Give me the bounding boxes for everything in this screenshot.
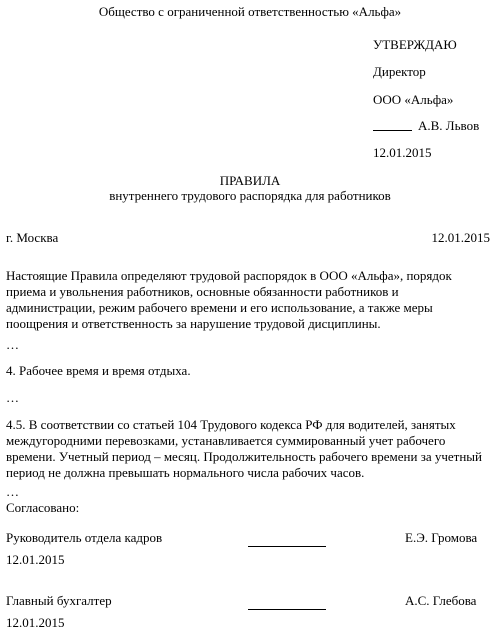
document-city: г. Москва [6,230,59,245]
approval-signature-line [373,130,412,131]
ellipsis: … [6,390,19,405]
document-date: 12.01.2015 [431,230,490,245]
ellipsis: … [6,484,19,499]
clause-paragraph: 4.5. В соответствии со статьей 104 Трудового кодекса РФ для водителей, занятых междугородними перевозками, устанавливается суммированный учет рабочего времени. Учетный период – месяц. Продолжительность рабочего времени за учетный период не должна превышать нормального числа рабочих часов. [6,417,482,480]
signatory-name: А.С. Глебова [405,593,477,608]
agreed-label: Согласовано: [6,500,80,515]
approval-company: ООО «Альфа» [373,92,454,107]
intro-paragraph: Настоящие Правила определяют трудовой распорядок в ООО «Альфа», порядок приема и увольнения работников, основные обязанности работников и администрации, режим рабочего времени и его использование, а также меры поощрения и ответственность за нарушение трудовой дисциплины. [6,268,452,331]
signatory-position: Главный бухгалтер [6,593,112,608]
org-header: Общество с ограниченной ответственностью «Альфа» [98,4,402,19]
approval-position: Директор [373,64,426,79]
signatory-date: 12.01.2015 [6,552,65,567]
document-subtitle: внутреннего трудового распорядка для работников [109,188,391,203]
signature-line [248,546,326,547]
signatory-position: Руководитель отдела кадров [6,530,163,545]
signatory-date: 12.01.2015 [6,615,65,630]
section-heading: 4. Рабочее время и время отдыха. [6,363,191,378]
signature-line [248,609,326,610]
document-title: ПРАВИЛА [219,173,281,188]
approval-date: 12.01.2015 [373,145,432,160]
approval-signer: А.В. Львов [418,118,480,133]
approval-title: УТВЕРЖДАЮ [373,37,457,52]
signatory-name: Е.Э. Громова [405,530,478,545]
ellipsis: … [6,337,19,352]
